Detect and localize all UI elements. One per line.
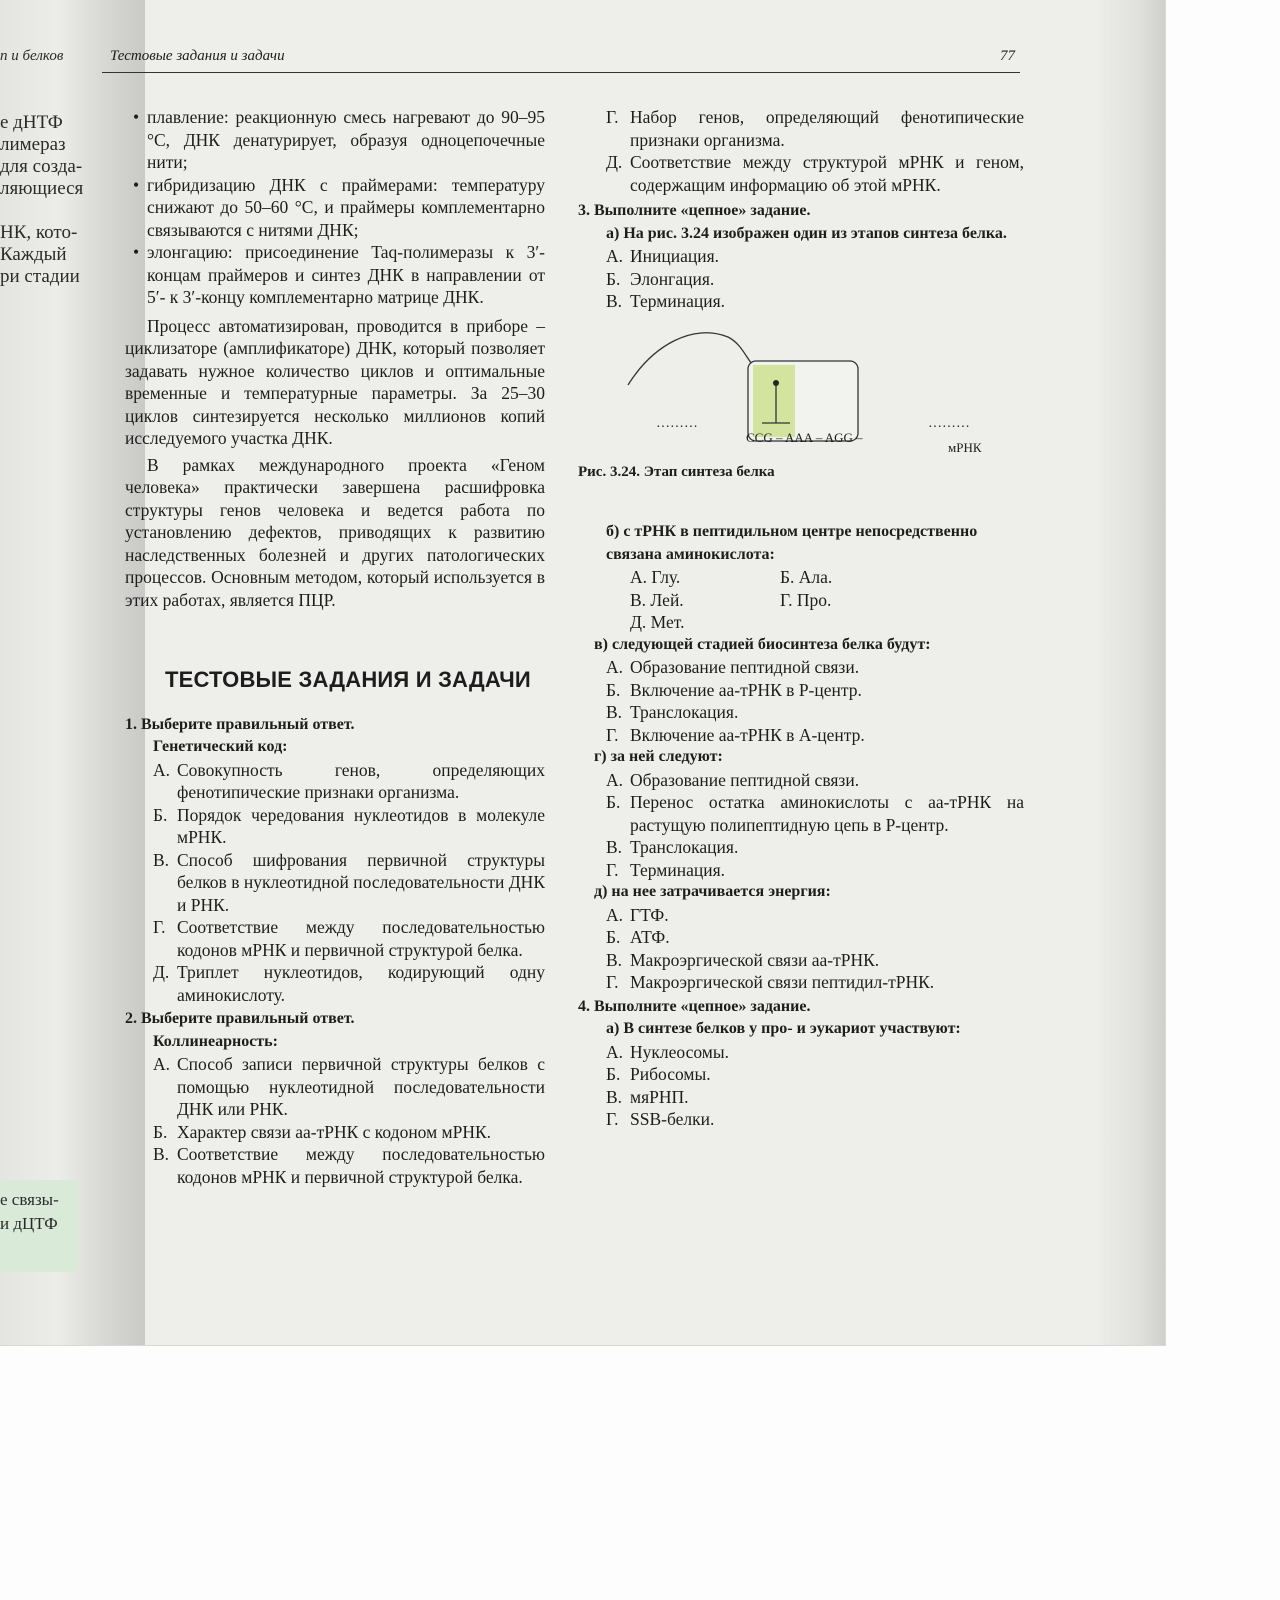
answer-option: А. ГТФ. <box>606 904 669 925</box>
bullet-item: • гибридизацию ДНК с праймерами: температуру снижают до 50–60 °С, и праймеры комплементарно связываются с нитями ДНК; <box>125 174 545 242</box>
answer-option: В. Макроэргической связи аа-тРНК. <box>606 949 880 970</box>
left-page-fragment <box>0 0 85 1345</box>
answer-option: Г. Про. <box>780 589 832 610</box>
answer-option: В. Транслокация. <box>606 837 739 857</box>
answer-option: Г. Соответствие между последовательностью кодонов мРНК и первичной структурой белка. <box>153 917 545 960</box>
answer-option: Б. Рибосомы. <box>606 1064 711 1084</box>
answer-option: Д. Соответствие между структурой мРНК и геном, содержащим информацию об этой мРНК. <box>606 152 1024 195</box>
answer-option: А. Глу. <box>630 567 681 587</box>
answer-option: А. Совокупность генов, определяющих фенотипические признаки организма. <box>153 759 545 802</box>
column-left <box>125 106 545 1188</box>
answer-row <box>578 611 1024 634</box>
answer-option: В. Транслокация. <box>606 702 739 722</box>
answer-option: Б. Элонгация. <box>606 268 715 289</box>
answer-option: А. Инициация. <box>606 246 720 266</box>
left-page-line: для созда- <box>0 156 83 177</box>
question-title: 3. Выполните «цепное» задание. <box>578 202 811 219</box>
left-page-line: Каждый <box>0 244 67 265</box>
left-page-line: е дНТФ <box>0 112 63 133</box>
question-stem: г) за ней следуют: <box>594 748 723 765</box>
page-number: 77 <box>1000 48 1015 64</box>
question-stem: б) с тРНК в пептидильном центре непосредственно связана аминокислота: <box>606 523 978 563</box>
answer-option: Г. Терминация. <box>606 859 726 880</box>
question-stem: а) В синтезе белков у про- и эукариот участвуют: <box>606 1020 961 1037</box>
answer-option: А. Нуклеосомы. <box>606 1041 729 1062</box>
answer-option: Г. Набор генов, определяющий фенотипические признаки организма. <box>606 107 1024 150</box>
question-title: 2. Выберите правильный ответ. <box>125 1010 355 1027</box>
answer-option: В. Терминация. <box>606 291 726 311</box>
answer-option: Д. Триплет нуклеотидов, кодирующий одну аминокислоту. <box>153 962 545 1005</box>
answer-option: Б. Перенос остатка аминокислоты с аа-тРНК на растущую полипептидную цепь в Р-центр. <box>606 792 1024 835</box>
bullet-item: • элонгацию: присоединение Taq-полимеразы к 3′-концам праймеров и синтез ДНК в направлении от 5′- к 3′-концу комплементарно матрице ДНК. <box>125 241 545 309</box>
question-stem: в) следующей стадией биосинтеза белка будут: <box>594 635 931 653</box>
answer-option: А. Способ записи первичной структуры белков с помощью нуклеотидной последовательности ДНК или РНК. <box>153 1054 545 1119</box>
answer-option: А. Образование пептидной связи. <box>606 657 860 677</box>
answer-option: А. Образование пептидной связи. <box>606 769 860 790</box>
question-stem: Генетический код: <box>153 738 288 755</box>
answer-option: В. мяРНП. <box>606 1086 689 1107</box>
answer-option: Б. Характер связи аа-тРНК с кодоном мРНК. <box>153 1121 492 1142</box>
left-page-line: и дЦТФ <box>0 1214 58 1233</box>
column-right <box>578 106 1024 1131</box>
question-stem: а) На рис. 3.24 изображен один из этапов синтеза белка. <box>606 224 1007 242</box>
answer-option: Г. SSB-белки. <box>606 1109 715 1129</box>
answer-option: Б. АТФ. <box>606 927 670 947</box>
mrna-label: мРНК <box>948 439 982 455</box>
running-header: Тестовые задания и задачи <box>110 48 285 64</box>
answer-row <box>578 566 1024 589</box>
answer-option: Г. Макроэргической связи пептидил-тРНК. <box>606 972 935 992</box>
answer-option: Г. Включение аа-тРНК в А-центр. <box>606 724 865 745</box>
answer-option: Д. Мет. <box>630 612 685 632</box>
answer-option: Б. Ала. <box>780 567 833 587</box>
answer-option: В. Способ шифрования первичной структуры белков в нуклеотидной последовательности ДНК и РНК. <box>153 849 545 915</box>
ribosome-figure <box>598 325 1028 455</box>
answer-row <box>578 589 1024 612</box>
answer-option: Б. Включение аа-тРНК в Р-центр. <box>606 679 862 700</box>
paragraph: Процесс автоматизирован, проводится в приборе – циклизаторе (амплификаторе) ДНК, который позволяет задавать нужное количество циклов и оптимальные временные и температурные параметры. За 25–30 циклов синтезируется несколько миллионов копий исследуемого участка ДНК. <box>125 315 545 448</box>
left-page-line: е связы- <box>0 1190 59 1209</box>
page-edge-shadow <box>1100 0 1165 1345</box>
answer-option: В. Лей. <box>630 589 684 610</box>
figure-caption: Рис. 3.24. Этап синтеза белка <box>578 463 775 480</box>
codon-sequence: CCG – AAA – AGG – <box>746 429 863 445</box>
header-rule <box>102 72 1020 73</box>
dots-right: ········· <box>928 419 970 435</box>
answer-option: Б. Порядок чередования нуклеотидов в молекуле мРНК. <box>153 804 545 847</box>
dots-left: ········· <box>656 419 698 435</box>
answer-option: В. Соответствие между последовательностью кодонов мРНК и первичной структурой белка. <box>153 1144 545 1187</box>
question-title: 1. Выберите правильный ответ. <box>125 715 355 733</box>
bullet-item: • плавление: реакционную смесь нагревают до 90–95 °С, ДНК денатурирует, образуя одноцепочечные нити; <box>125 106 545 174</box>
section-title: ТЕСТОВЫЕ ЗАДАНИЯ И ЗАДАЧИ <box>165 667 531 692</box>
left-page-line: лимераз <box>0 134 66 155</box>
left-page-line: НК, кото- <box>0 222 78 243</box>
question-title: 4. Выполните «цепное» задание. <box>578 997 811 1015</box>
left-page-line: ри стадии <box>0 266 80 287</box>
question-stem: Коллинеарность: <box>153 1032 278 1050</box>
paragraph: В рамках международного проекта «Геном человека» практически завершена расшифровка структуры генов человека и ведется работа по установлению дефектов, приводящих к развитию наследственных болезней и других патологических процессов. Основным методом, который используется в этих работах, является ПЦР. <box>125 454 545 610</box>
question-stem: д) на нее затрачивается энергия: <box>594 883 831 900</box>
left-page-runhead: п и белков <box>0 48 64 64</box>
left-page-line: ляющиеся <box>0 178 84 199</box>
